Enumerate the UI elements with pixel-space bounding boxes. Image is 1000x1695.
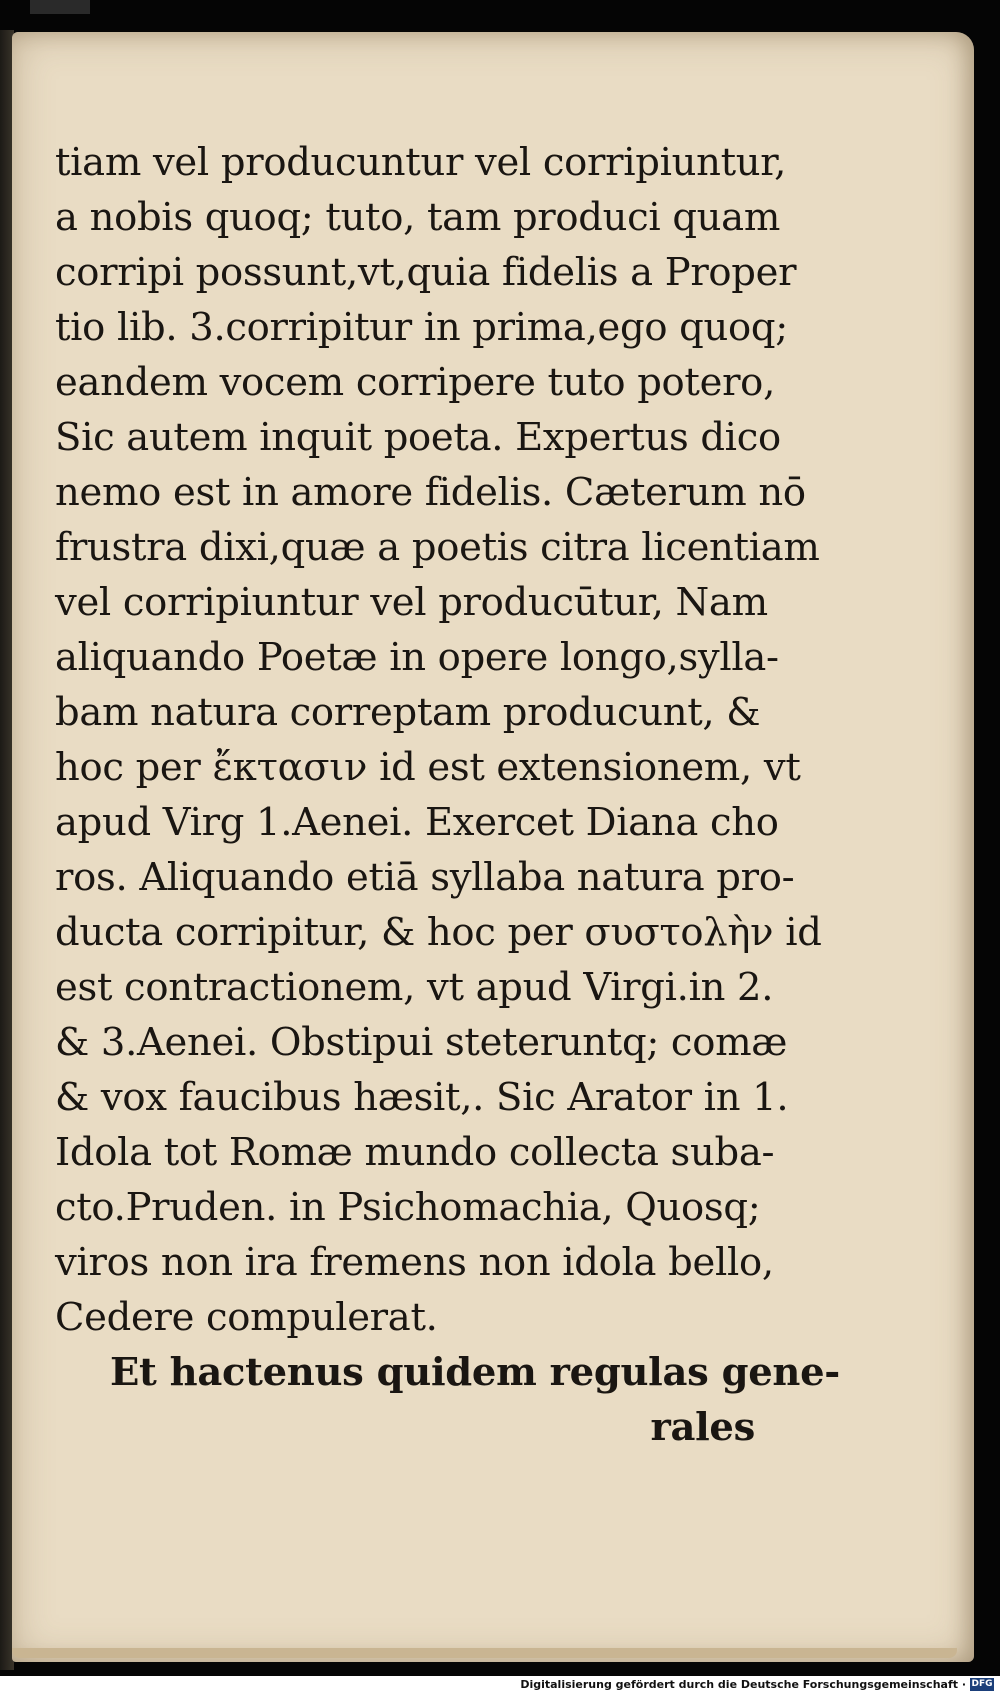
catchword: rales <box>650 1405 755 1450</box>
text-line: viros non ira fremens non idola bello, <box>55 1240 774 1285</box>
text-line: bam natura correptam producunt, & <box>55 690 761 735</box>
text-line: Idola tot Romæ mundo collecta suba- <box>55 1130 775 1175</box>
text-line: nemo est in amore fidelis. Cæterum nō <box>55 470 806 515</box>
page-text-block <box>55 135 840 1455</box>
text-line: tio lib. 3.corripitur in prima,ego quoq; <box>55 305 788 350</box>
text-line: tiam vel producuntur vel corripiuntur, <box>55 140 787 185</box>
text-line: Cedere compulerat. <box>55 1295 438 1340</box>
text-line: a nobis quoq; tuto, tam produci quam <box>55 195 781 240</box>
text-line: ducta corripitur, & hoc per συστολὴν id <box>55 910 822 955</box>
text-line: corripi possunt,vt,quia fidelis a Proper <box>55 250 797 295</box>
footer-credit: Digitalisierung gefördert durch die Deutsche Forschungsgemeinschaft · <box>520 1678 966 1691</box>
text-line: frustra dixi,quæ a poetis citra licentiam <box>55 525 820 570</box>
text-line: aliquando Poetæ in opere longo,sylla- <box>55 635 779 680</box>
text-line: & 3.Aenei. Obstipui steteruntq; comæ <box>55 1020 788 1065</box>
text-line: eandem vocem corripere tuto potero, <box>55 360 776 405</box>
text-line: apud Virg 1.Aenei. Exercet Diana cho <box>55 800 779 845</box>
dfg-logo-icon: DFG <box>971 1679 993 1689</box>
paragraph-start-line: Et hactenus quidem regulas gene- <box>110 1350 840 1395</box>
text-line: cto.Pruden. in Psichomachia, Quosq; <box>55 1185 761 1230</box>
text-line: hoc per ἔκτασιν id est extensionem, vt <box>55 745 801 790</box>
text-line: est contractionem, vt apud Virgi.in 2. <box>55 965 774 1010</box>
text-line: vel corripiuntur vel producūtur, Nam <box>55 580 768 625</box>
text-line: Sic autem inquit poeta. Expertus dico <box>55 415 781 460</box>
text-line: ros. Aliquando etiā syllaba natura pro- <box>55 855 795 900</box>
text-line: & vox faucibus hæsit,. Sic Arator in 1. <box>55 1075 789 1120</box>
page-bottom-edge <box>12 1648 957 1658</box>
scan-corner-mark <box>30 0 90 14</box>
